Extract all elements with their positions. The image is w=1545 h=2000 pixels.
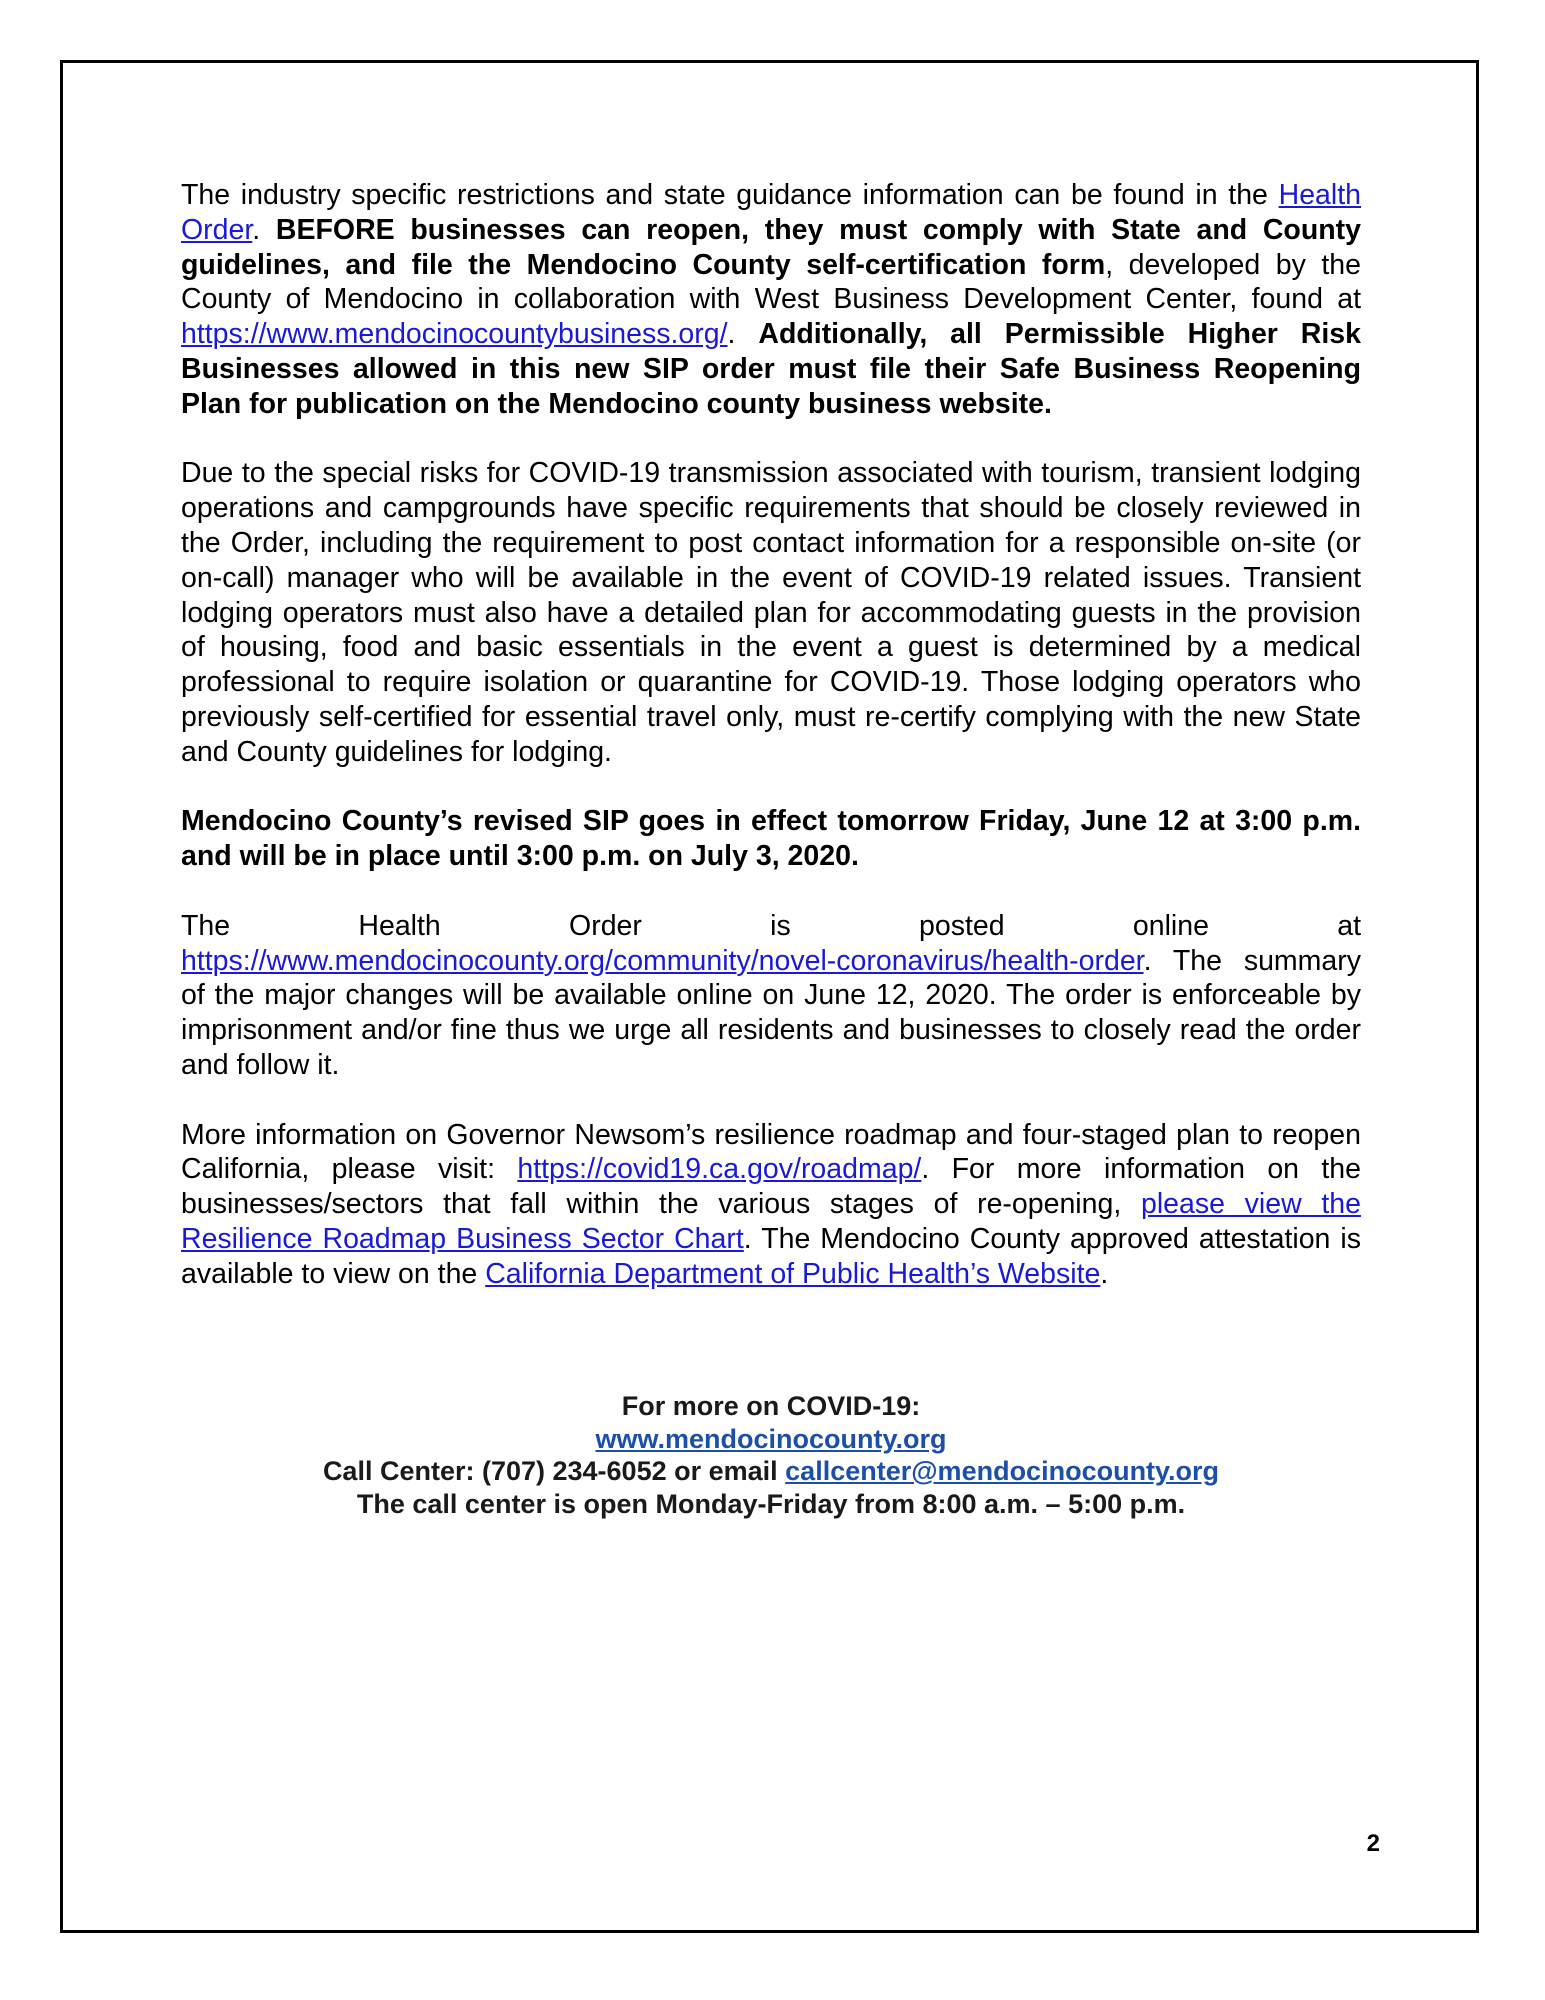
paragraph-text: . (1100, 1257, 1109, 1290)
paragraph-text: . The summary of the major changes will be available online on June 12, 2020. The order is enforceable by imprisonment and/or fine thus we urge all residents and businesses to closely read the order and follow it. (181, 944, 1361, 1081)
health-order-first-line (181, 909, 1361, 944)
word: at (1337, 909, 1361, 942)
paragraph-text: The industry specific restrictions and state guidance information can be found in the (181, 179, 1279, 211)
paragraph-text: . (252, 213, 276, 246)
call-center-hours: The call center is open Monday-Friday from 8:00 a.m. – 5:00 p.m. (356, 1488, 1186, 1519)
word: Health (358, 909, 441, 942)
call-center-text: Call Center: (707) 234-6052 or email (322, 1456, 786, 1486)
roadmap-link[interactable]: https://covid19.ca.gov/roadmap/ (517, 1153, 922, 1186)
higher-risk-requirement-text: Additionally, all Permissible Higher Risk Businesses allowed in this new SIP order must file their Safe Business Reopening Plan for publication on the Mendocino county business website. (181, 318, 1361, 420)
paragraph-sip-effective-date: Mendocino County’s revised SIP goes in effect tomorrow Friday, June 12 at 3:00 p.m. and will be in place until 3:00 p.m. on July 3, 2020. (181, 805, 1361, 873)
paragraph-lodging: Due to the special risks for COVID-19 transmission associated with tourism, transient lodging operations and campgrounds have specific requirements that should be closely reviewed in the Order, including the requirement to post contact information for a responsible on-site (or on-call) manager who will be available in the event of COVID-19 related issues. Transient lodging operators must also have a detailed plan for accommodating guests in the provision of housing, food and basic essentials in the event a guest is determined by a medical professional to require isolation or quarantine for COVID-19. Those lodging operators who previously self-certified for essential travel only, must re-certify complying with the new State and County guidelines for lodging. (181, 457, 1361, 768)
health-order-rest (181, 944, 1361, 1083)
sector-chart-link[interactable]: please view the Resilience Roadmap Business Sector Chart (181, 1188, 1361, 1255)
health-order-url-link[interactable]: https://www.mendocinocounty.org/community/novel-coronavirus/health-order (181, 944, 1144, 977)
document-body (181, 178, 1361, 1326)
word: is (770, 909, 791, 942)
word: online (1132, 909, 1209, 942)
reopen-requirement-text: BEFORE businesses can reopen, they must comply with State and County guidelines, and file the Mendocino County self-certification form (181, 213, 1361, 281)
business-website-link[interactable]: https://www.mendocinocountybusiness.org/ (181, 318, 728, 351)
word: posted (919, 909, 1005, 942)
contact-block (181, 1390, 1361, 1520)
contact-heading: For more on COVID-19: (621, 1391, 921, 1421)
county-website-link[interactable]: www.mendocinocounty.org (595, 1423, 947, 1454)
paragraph-guidance (181, 178, 1361, 422)
word: Order (569, 909, 642, 942)
paragraph-text: More information on Governor Newsom’s resilience roadmap and four-staged plan to reopen California, please visit: (181, 1118, 1361, 1186)
call-center-line (181, 1455, 1361, 1488)
paragraph-health-order-online (181, 909, 1361, 1083)
paragraph-text: . (727, 318, 759, 351)
paragraph-more-information (181, 1118, 1361, 1292)
page-number: 2 (1366, 1830, 1380, 1857)
paragraph-text: . For more information on the businesses/sectors that fall within the various stages of re-opening, (181, 1153, 1362, 1221)
paragraph-text: . The Mendocino County approved attestation is available to view on the (181, 1222, 1361, 1290)
email-link[interactable]: callcenter@mendocinocounty.org (785, 1456, 1220, 1486)
cdph-website-link[interactable]: California Department of Public Health’s Website (485, 1257, 1101, 1290)
health-order-link[interactable]: Health Order (181, 179, 1361, 246)
word: The (181, 909, 231, 942)
paragraph-text: , developed by the County of Mendocino in collaboration with West Business Development Center, found at (181, 248, 1361, 316)
